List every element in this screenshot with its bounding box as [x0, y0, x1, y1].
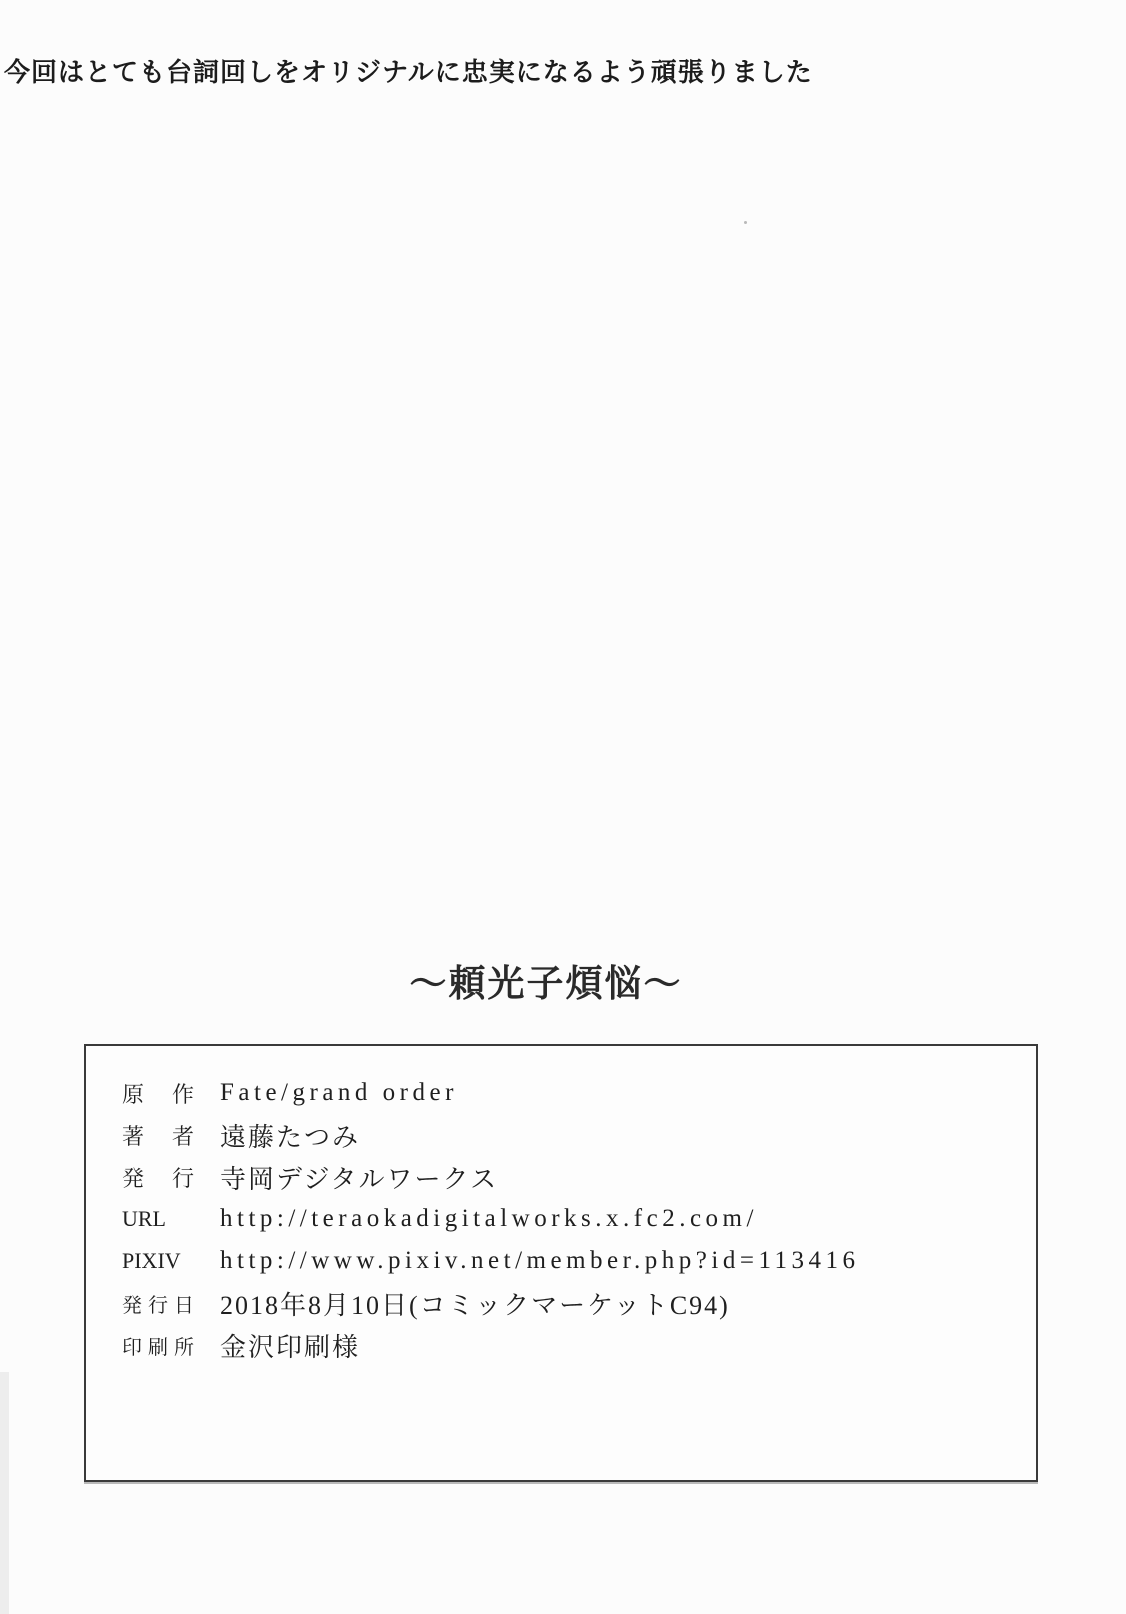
credit-row-original-work	[122, 1072, 1016, 1114]
scan-artifact-speck	[744, 221, 747, 224]
credit-row-url	[122, 1198, 1016, 1240]
credit-value-author: 遠藤たつみ	[220, 1122, 361, 1152]
credit-label-printer: 印刷所	[122, 1336, 194, 1359]
credit-label-original-work: 原作	[122, 1081, 194, 1107]
author-comment-text: 今回はとても台詞回しをオリジナルに忠実になるよう頑張りました	[4, 58, 813, 87]
credit-value-printer: 金沢印刷様	[220, 1332, 361, 1362]
page-title: ～頼光子煩悩～	[409, 964, 683, 1005]
credit-label-author: 著者	[122, 1123, 194, 1149]
credit-label-publish-date: 発行日	[122, 1294, 194, 1317]
scan-edge-artifact	[0, 1372, 9, 1614]
credit-value-publisher: 寺岡デジタルワークス	[220, 1164, 499, 1194]
credit-value-url: http://teraokadigitalworks.x.fc2.com/	[220, 1205, 758, 1232]
credit-row-publish-date	[122, 1282, 1016, 1324]
credit-value-publish-date: 2018年8月10日(コミックマーケットC94)	[220, 1290, 730, 1320]
credit-value-pixiv: http://www.pixiv.net/member.php?id=113416	[220, 1247, 860, 1274]
credit-row-pixiv	[122, 1240, 1016, 1282]
credit-label-publisher: 発行	[122, 1165, 194, 1191]
credit-row-author	[122, 1114, 1016, 1156]
credit-label-pixiv: PIXIV	[122, 1248, 181, 1273]
credit-label-url: URL	[122, 1206, 166, 1231]
credit-row-printer	[122, 1324, 1016, 1366]
colophon-credits-box	[84, 1044, 1038, 1482]
credit-row-publisher	[122, 1156, 1016, 1198]
credit-value-original-work: Fate/grand order	[220, 1079, 458, 1106]
